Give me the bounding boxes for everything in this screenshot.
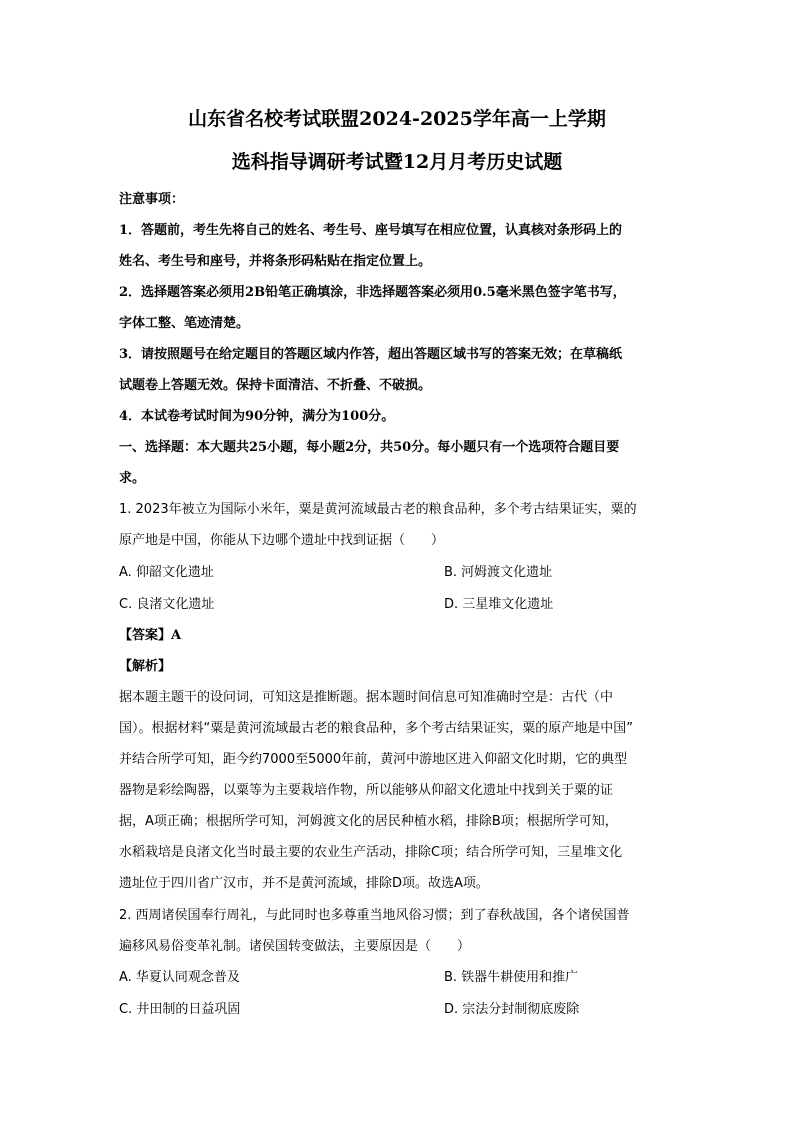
notes-heading: 注意事项： xyxy=(119,192,185,207)
note-2-line-1: 2．选择题答案必须用2B铅笔正确填涂，非选择题答案必须用0.5毫米黑色签字笔书写， xyxy=(119,285,626,300)
q1-option-b: B. 河姆渡文化遗址 xyxy=(444,565,553,580)
note-1-line-1: 1．答题前，考生先将自己的姓名、考生号、座号填写在相应位置，认真核对条形码上的 xyxy=(119,223,623,238)
note-4: 4．本试卷考试时间为90分钟，满分为100分。 xyxy=(119,409,395,424)
note-2-line-2: 字体工整、笔迹清楚。 xyxy=(119,316,250,331)
q1-stem-line-2: 原产地是中国，你能从下边哪个遗址中找到证据（ ） xyxy=(119,533,445,548)
q1-analysis-line-6: 水稻栽培是良渚文化当时最主要的农业生产活动，排除C项；结合所学可知，三星堆文化 xyxy=(119,845,623,860)
q1-stem-line-1: 1. 2023年被立为国际小米年，粟是黄河流域最古老的粮食品种，多个考古结果证实，粟的 xyxy=(119,502,637,517)
q1-analysis-line-7: 遗址位于四川省广汉市，并不是黄河流域，排除D项。故选A项。 xyxy=(119,876,489,891)
q2-option-b: B. 铁器牛耕使用和推广 xyxy=(444,970,579,985)
title-line-1: 山东省名校考试联盟2024-2025学年高一上学期 xyxy=(188,108,606,130)
q1-option-c: C. 良渚文化遗址 xyxy=(119,597,215,612)
q1-answer: 【答案】A xyxy=(119,628,182,643)
q1-analysis-line-2: 国）。根据材料“粟是黄河流域最古老的粮食品种，多个考古结果证实，粟的原产地是中国” xyxy=(119,721,633,736)
note-1-line-2: 姓名、考生号和座号，并将条形码粘贴在指定位置上。 xyxy=(119,254,432,269)
q1-option-a: A. 仰韶文化遗址 xyxy=(119,565,214,580)
q1-analysis-line-3: 并结合所学可知，距今约7000至5000年前，黄河中游地区进入仰韶文化时期，它的典型 xyxy=(119,752,628,767)
q1-analysis-line-4: 器物是彩绘陶器，以粟等为主要栽培作物，所以能够从仰韶文化遗址中找到关于粟的证 xyxy=(119,783,614,798)
q2-option-c: C. 井田制的日益巩固 xyxy=(119,1002,241,1017)
q1-option-d: D. 三星堆文化遗址 xyxy=(444,597,554,612)
q2-stem-line-1: 2. 西周诸侯国奉行周礼，与此同时也多尊重当地风俗习惯；到了春秋战国，各个诸侯国普 xyxy=(119,908,630,923)
q1-analysis-line-1: 据本题主题干的设问词，可知这是推断题。据本题时间信息可知准确时空是：古代（中 xyxy=(119,690,614,705)
q2-stem-line-2: 遍移风易俗变革礼制。诸侯国转变做法，主要原因是（ ） xyxy=(119,939,471,954)
section-heading-line-1: 一、选择题：本大题共25小题，每小题2分，共50分。每小题只有一个选项符合题目要 xyxy=(119,440,620,455)
q2-option-a: A. 华夏认同观念普及 xyxy=(119,970,240,985)
title-line-2: 选科指导调研考试暨12月月考历史试题 xyxy=(231,151,563,173)
section-heading-line-2: 求。 xyxy=(119,471,146,486)
note-3-line-2: 试题卷上答题无效。保持卡面清洁、不折叠、不破损。 xyxy=(119,378,432,393)
note-3-line-1: 3．请按照题号在给定题目的答题区域内作答，超出答题区域书写的答案无效；在草稿纸 xyxy=(119,347,623,362)
q1-analysis-line-5: 据，A项正确；根据所学可知，河姆渡文化的居民种植水稻，排除B项；根据所学可知， xyxy=(119,814,618,829)
q2-option-d: D. 宗法分封制彻底废除 xyxy=(444,1002,580,1017)
q1-analysis-label: 【解析】 xyxy=(119,659,172,674)
